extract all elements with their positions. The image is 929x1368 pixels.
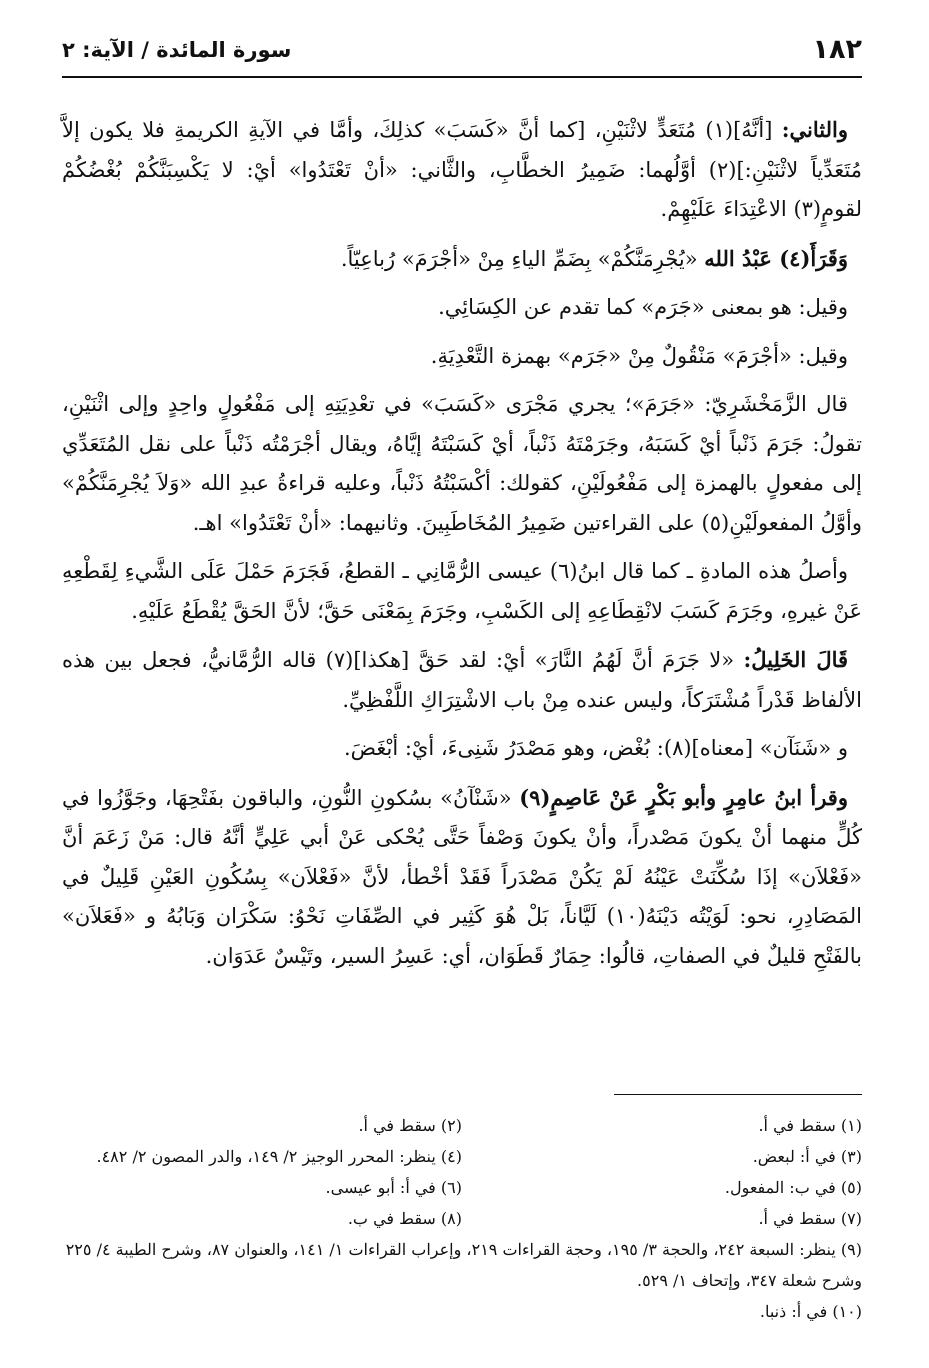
footnote: (١) سقط في أ. — [758, 1116, 862, 1135]
footnotes — [62, 1110, 862, 1327]
page-header — [62, 28, 862, 78]
footnote: (٧) سقط في أ. — [758, 1209, 862, 1228]
footnote-separator — [614, 1094, 862, 1095]
highlight-lead: وقرأ ابنُ عامِرٍ وأبو بَكْرٍ عَنْ عَاصِمٍ(٩) — [519, 784, 848, 810]
paragraph — [62, 385, 862, 543]
footnote: (٣) في أ: لبعض. — [752, 1147, 862, 1166]
highlight-lead: والثاني: — [781, 117, 848, 142]
paragraph-text: وأصلُ هذه المادةِ ـ كما قال ابنُ(٦) عيسى الرُّمَّانِي ـ القطعُ، فَجَرَمَ حَمْلَ عَلَى الشَّيءِ لِقَطْعِهِ عَنْ غيرهِ، وجَرَمَ كَسَبَ لانْقِطَاعِهِ إلى الكَسْبِ، وجَرَمَ بِمَعْنَى حَقَّ؛ لأنَّ الحَقَّ يُقْطَعُ عَلَيْهِ. — [62, 559, 862, 623]
footnote: (١٠) في أ: ذنبا. — [759, 1302, 862, 1321]
footnote-row — [62, 1203, 862, 1234]
paragraph-text: و «شَنَآن» [معناه](٨): بُغْض، وهو مَصْدَرُ شَنِىءَ، أيْ: أبْغَضَ. — [343, 736, 848, 760]
book-page — [62, 28, 862, 1338]
footnote: (٩) ينظر: السبعة ٢٤٢، والحجة ٣/ ١٩٥، وحجة القراءات ٢١٩، وإعراب القراءات ١/ ١٤١، والعنوان ٨٧، وشرح الطيبة ٤/ ٢٢٥ وشرح شعلة ٣٤٧، وإتحاف ١/ ٥٢٩. — [65, 1240, 862, 1290]
paragraph-text: وقيل: «أجْرَمَ» مَنْقُولٌ مِنْ «جَرَم» بهمزة التَّعْدِيَةِ. — [430, 343, 848, 368]
highlight-lead: وَقَرَأَ(٤) عَبْدُ الله — [704, 245, 848, 271]
paragraph — [62, 640, 862, 720]
paragraph-text: وقيل: هو بمعنى «جَرَم» كما تقدم عن الكِسَائِي. — [438, 295, 848, 319]
main-text — [62, 110, 862, 985]
highlight-lead: قَالَ الخَلِيلُ: — [743, 647, 849, 672]
footnote: (٤) ينظر: المحرر الوجيز ٢/ ١٤٩، والدر المصون ٢/ ٤٨٢. — [96, 1147, 462, 1166]
paragraph-text: قال الزَّمَخْشَرِيّ: «جَرَمَ»؛ يجري مَجْرَى «كَسَبَ» في تعْدِيَتِهِ إلى مَفْعُولٍ واحِدٍ وإلى اثْنَيْنِ، تقولُ: جَرَمَ ذَنْباً أيْ كَسَبَهُ، وجَرَمْتَهُ ذَنْباً، أيْ كَسَبْتَهُ إيَّاهُ، ويقال أجْرَمْتُه ذَنْباً على نقل المُتَعَدِّي إلى مفعولٍ بالهمزة إلى مَفْعُولَيْنِ، كقولك: أكْسَبْتُهُ ذَنْباً، وعليه قراءةُ عبدِ الله «وَلاَ يُجْرِمَنَّكُمْ» وأوَّلُ المفعولَيْنِ(٥) على القراءتين ضَمِيرُ المُخَاطَبِينَ. وثانيهما: «أنْ تَعْتَدُوا» اهـ. — [62, 392, 862, 535]
paragraph — [62, 110, 862, 230]
footnote-row — [62, 1172, 862, 1203]
paragraph — [62, 778, 862, 977]
paragraph — [62, 288, 862, 328]
paragraph — [62, 337, 862, 377]
footnote-row — [62, 1141, 862, 1172]
paragraph — [62, 729, 862, 769]
paragraph-text: [أنَّهُ](١) مُتَعَدٍّ لاثْنَيْنِ، [كما أنَّ «كَسَبَ» كذلِكَ، وأمَّا في الآيةِ الكريمةِ فلا يكون إلاَّ مُتَعَدِّياً لاثْنَيْنِ:](٢) أوَّلُهما: ضَمِيرُ الخطَّابِ، والثَّاني: «أنْ تَعْتَدُوا» أيْ: لا يَكْسِبَنَّكُمْ بُغْضُكُمْ لقومٍ(٣) الاعْتِدَاءَ عَلَيْهِمْ. — [62, 118, 862, 221]
footnote: (٦) في أ: أبو عيسى. — [325, 1178, 462, 1197]
paragraph — [62, 239, 862, 280]
paragraph-text: «شَنْآنُ» بسُكونِ النُّونِ، والباقون بفَتْحِهَا، وجَوَّزُوا في كُلٍّ منهما أنْ يكونَ مَصْدراً، وأنْ يكونَ وَصْفاً حَتَّى يُحْكى عَنْ أبي عَلِيٍّ أنَّهُ قال: مَنْ زَعَمَ أنَّ «فَعْلاَن» إذَا سُكِّنَتْ عَيْنُهُ لَمْ يَكُنْ مَصْدَراً فَقَدْ أخْطأ، لأنَّ «فَعْلاَن» بِسُكُونِ العَيْنِ قَلِيلٌ في المَصَادِرِ، نحو: لَوَيْتُه دَيْنَهُ(١٠) لَيَّاناً، بَلْ هُوَ كَثِير في الصِّفَاتِ نَحْوُ: سَكْرَان وَبَابُهُ و «فَعَلاَن» بالفَتْحِ قليلٌ في الصفاتِ، قالُوا: حِمَارٌ قَطَوَان، أي: عَسِرُ السير، وتَيْسٌ عَدَوَان. — [62, 785, 863, 968]
page-number: ١٨٢ — [812, 34, 862, 65]
footnote: (٢) سقط في أ. — [358, 1116, 462, 1135]
paragraph-text: «لا جَرَمَ أنَّ لَهُمُ النَّارَ» أيْ: لقد حَقَّ [هكذا](٧) قاله الرُّمَّانيُّ، فجعل بين هذه الألفاظ قَدْراً مُشْتَرَكاً، وليس عنده مِنْ باب الاشْتِرَاكِ اللَّفْظِيِّ. — [62, 648, 862, 712]
sura-title: سورة المائدة / الآية: ٢ — [62, 38, 292, 62]
paragraph — [62, 552, 862, 631]
footnote: (٨) سقط في ب. — [347, 1209, 462, 1228]
footnote-row — [62, 1110, 862, 1141]
paragraph-text: «يُجْرِمَنَّكُمْ» بِضَمِّ الياءِ مِنْ «أجْرَمَ» رُباعِيّاً. — [340, 246, 705, 271]
footnote: (٥) في ب: المفعول. — [724, 1178, 862, 1197]
